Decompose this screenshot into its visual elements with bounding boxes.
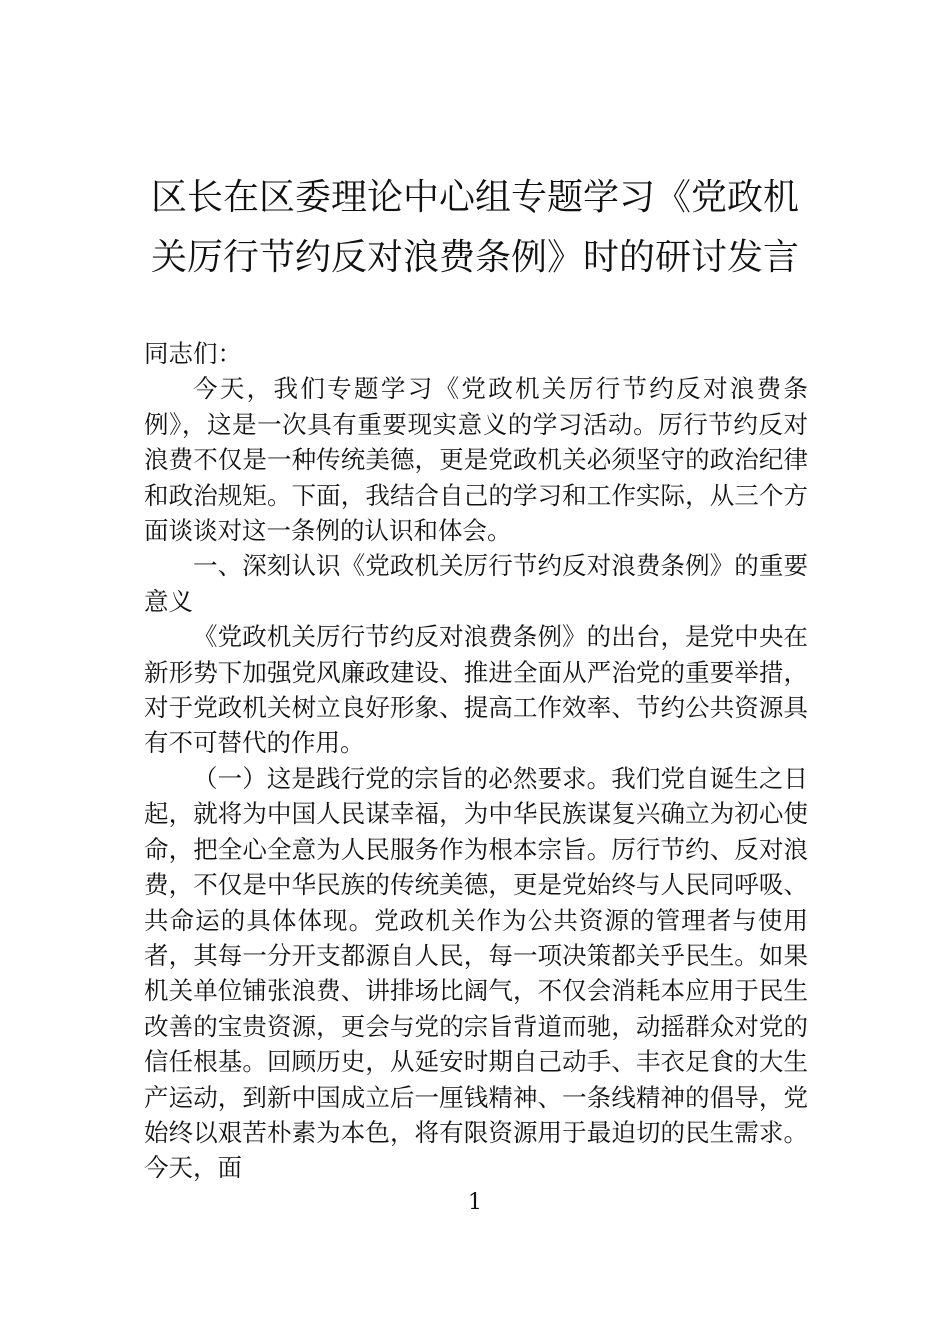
document-title <box>130 168 820 288</box>
title-line-2: 关厉行节约反对浪费条例》时的研讨发言 <box>150 237 799 278</box>
page-number: 1 <box>468 1190 482 1215</box>
salutation: 同志们： <box>144 339 242 368</box>
section-heading-1: 一、深刻认识《党政机关厉行节约反对浪费条例》的重要意义 <box>144 551 808 616</box>
document-body <box>144 336 808 1186</box>
paragraph-subsection-1: （一）这是践行党的宗旨的必然要求。我们党自诞生之日起，就将为中国人民谋幸福，为中华民族谋复兴确立为初心使命，把全心全意为人民服务作为根本宗旨。厉行节约、反对浪费，不仅是中华民族的传统美德，更是党始终与人民同呼吸、共命运的具体体现。党政机关作为公共资源的管理者与使用者，其每一分开支都源自人民，每一项决策都关乎民生。如果机关单位铺张浪费、讲排场比阔气，不仅会消耗本应用于民生改善的宝贵资源，更会与党的宗旨背道而驰，动摇群众对党的信任根基。回顾历史，从延安时期自己动手、丰衣足食的大生产运动，到新中国成立后一厘钱精神、一条线精神的倡导，党始终以艰苦朴素为本色，将有限资源用于最迫切的民生需求。今天，面 <box>144 763 808 1183</box>
paragraph-section-1: 《党政机关厉行节约反对浪费条例》的出台，是党中央在新形势下加强党风廉政建设、推进全面从严治党的重要举措，对于党政机关树立良好形象、提高工作效率、节约公共资源具有不可替代的作用。 <box>144 622 808 758</box>
paragraph-intro: 今天，我们专题学习《党政机关厉行节约反对浪费条例》，这是一次具有重要现实意义的学习活动。厉行节约反对浪费不仅是一种传统美德，更是党政机关必须坚守的政治纪律和政治规矩。下面，我结合自己的学习和工作实际，从三个方面谈谈对这一条例的认识和体会。 <box>144 374 808 546</box>
title-line-1: 区长在区委理论中心组专题学习《党政机 <box>150 177 799 218</box>
